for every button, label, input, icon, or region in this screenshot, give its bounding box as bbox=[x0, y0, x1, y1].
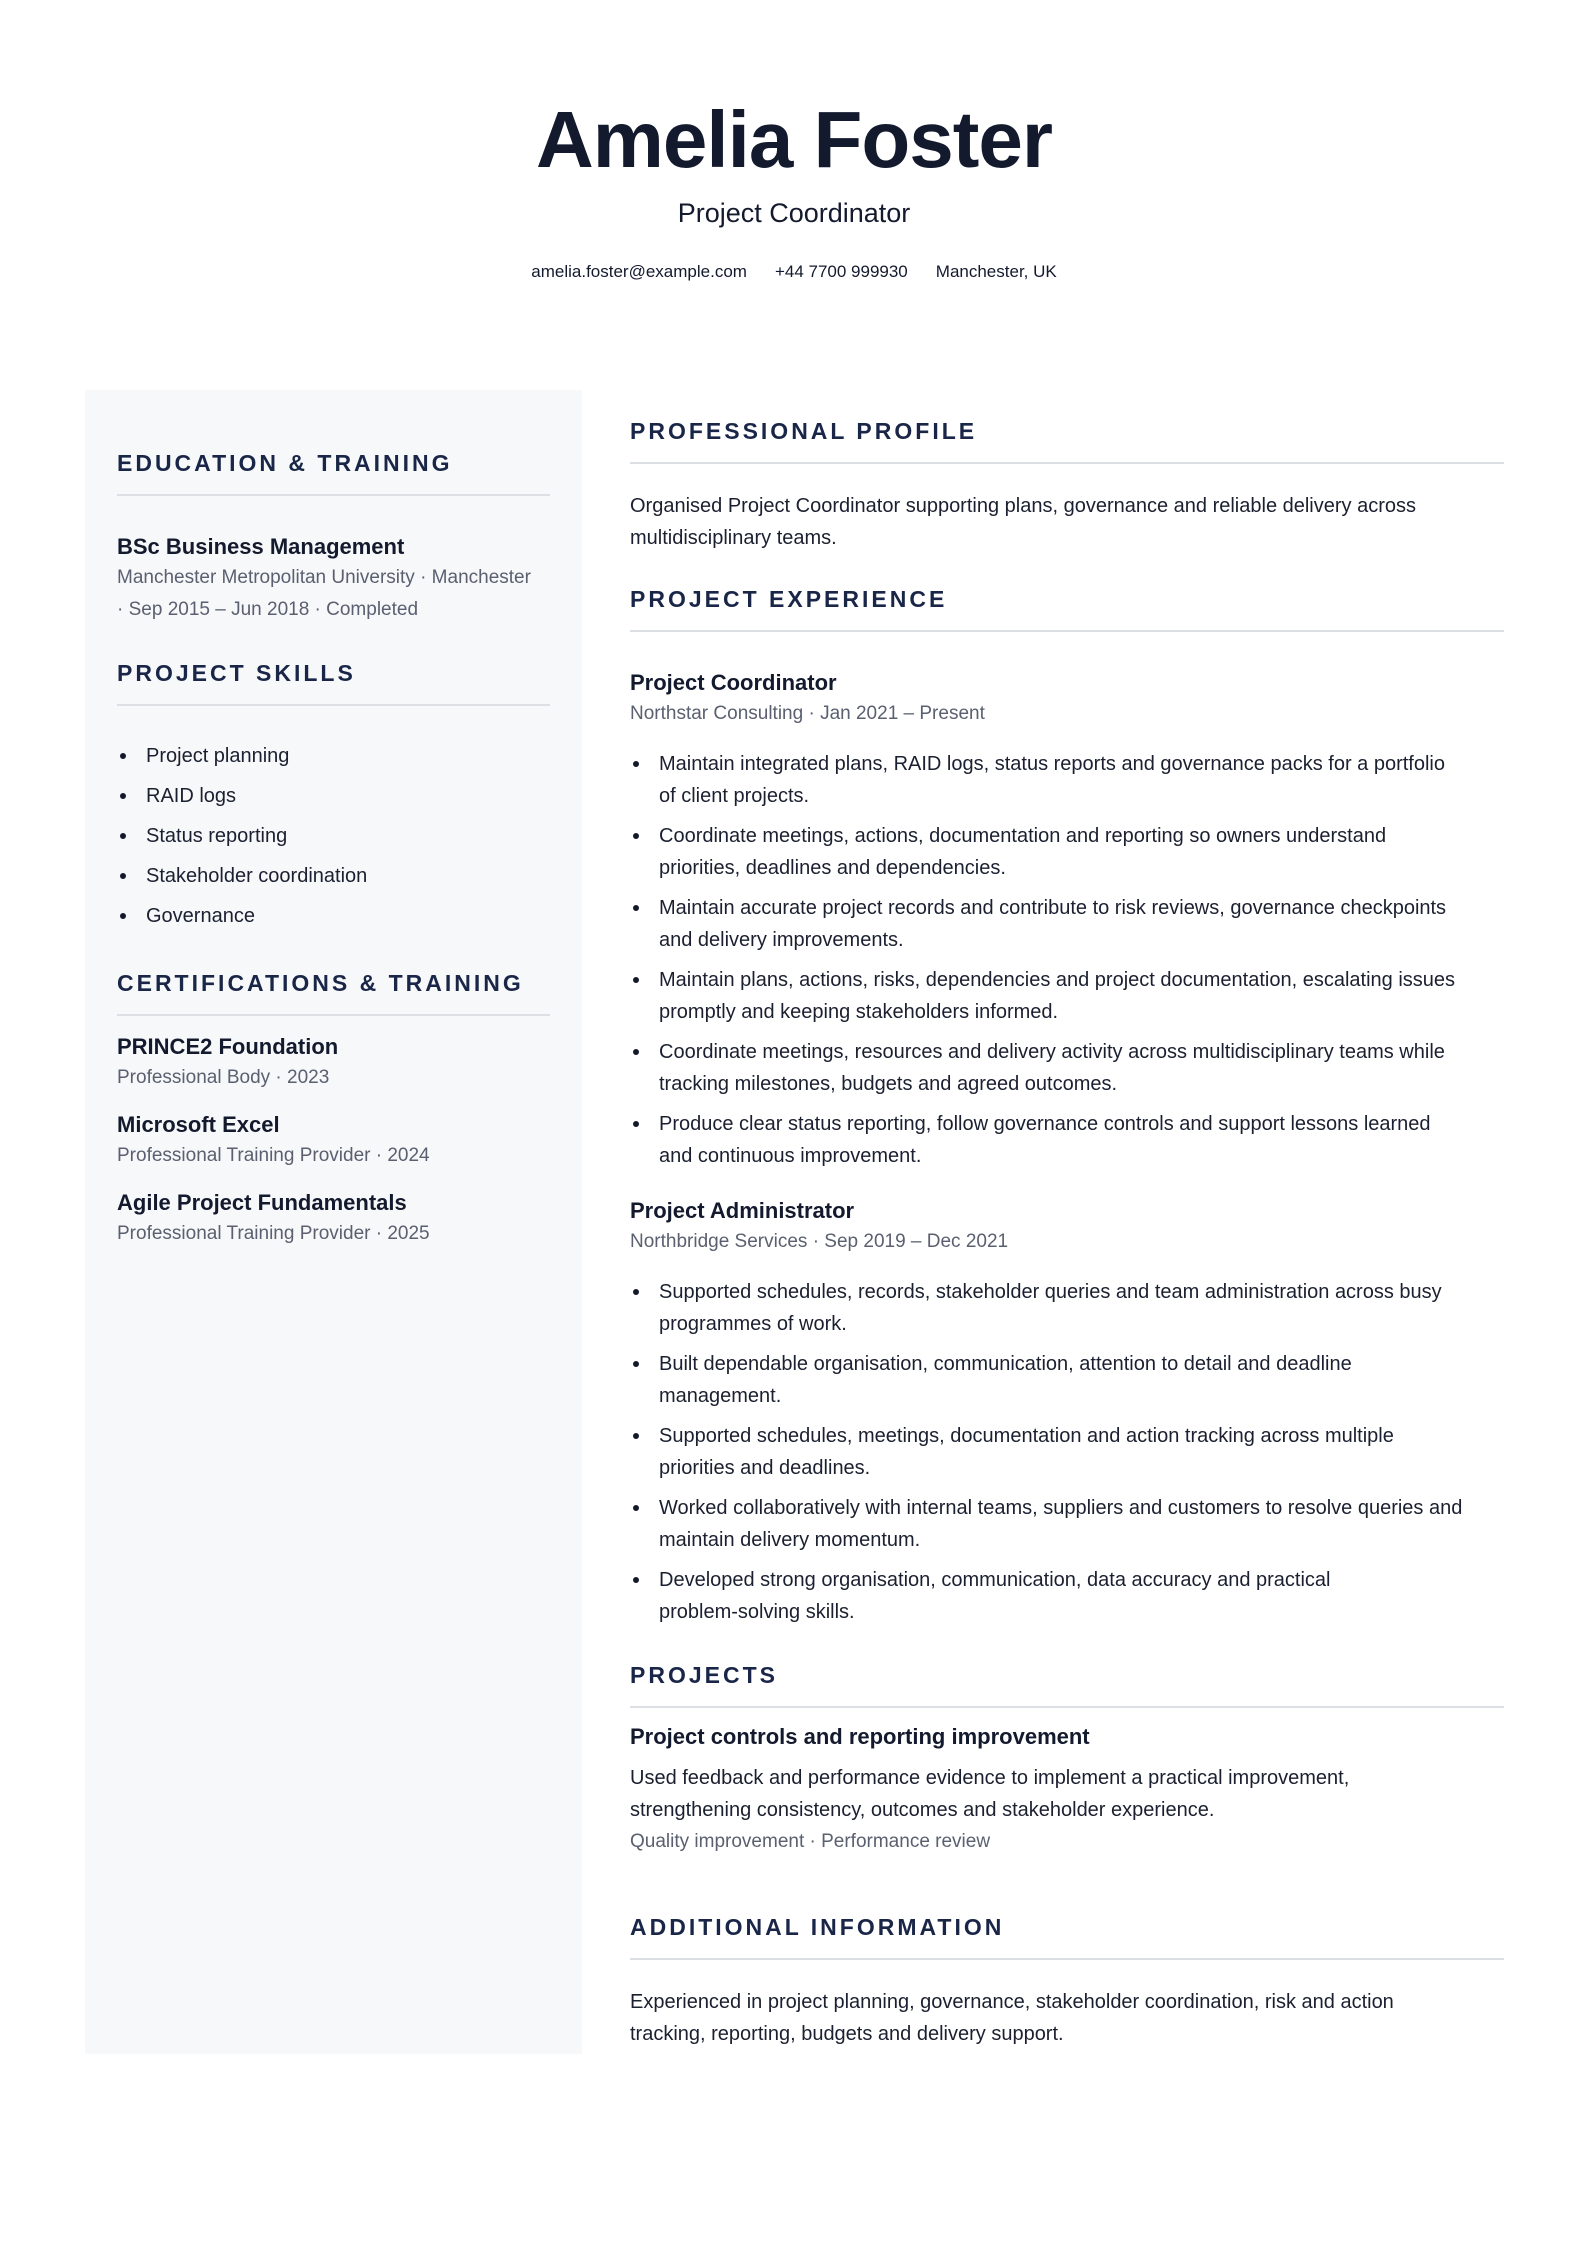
candidate-name: Amelia Foster bbox=[535, 95, 1053, 184]
location: Manchester, UK bbox=[935, 262, 1057, 281]
project-tags: Quality improvement · Performance review bbox=[630, 1831, 991, 1852]
section-divider bbox=[630, 630, 1504, 632]
additional-text bbox=[630, 1986, 1504, 2050]
additional-section bbox=[630, 1912, 1504, 2050]
candidate-role: Project Coordinator bbox=[677, 198, 911, 228]
skill-item: Stakeholder coordination bbox=[117, 860, 550, 892]
profile-line: multidisciplinary teams. bbox=[630, 527, 837, 549]
skill-item: Governance bbox=[117, 900, 550, 932]
job-entry bbox=[630, 668, 1504, 1172]
skills-list bbox=[117, 740, 550, 932]
section-divider bbox=[630, 462, 1504, 464]
sidebar bbox=[85, 390, 582, 2054]
contact-line bbox=[0, 260, 1588, 284]
section-title: PROJECT SKILLS bbox=[117, 660, 356, 686]
job-bullet: Produce clear status reporting, follow governance controls and support lessons learned and continuous improvement. bbox=[630, 1108, 1504, 1172]
job-meta: Northbridge Services · Sep 2019 – Dec 2021 bbox=[630, 1231, 1009, 1252]
project-description bbox=[630, 1762, 1504, 1826]
email-link[interactable]: amelia.foster@example.com bbox=[531, 262, 747, 281]
certification-name: PRINCE2 Foundation bbox=[117, 1034, 339, 1059]
job-bullets bbox=[630, 1276, 1504, 1628]
additional-line: Experienced in project planning, governance, stakeholder coordination, risk and action bbox=[630, 1991, 1394, 2013]
job-bullet: Coordinate meetings, actions, documentation and reporting so owners understand priorities, deadlines and dependencies. bbox=[630, 820, 1504, 884]
job-bullet: Built dependable organisation, communication, attention to detail and deadline management. bbox=[630, 1348, 1504, 1412]
job-bullet: Developed strong organisation, communication, data accuracy and practical problem-solving skills. bbox=[630, 1564, 1504, 1628]
project-line: strengthening consistency, outcomes and stakeholder experience. bbox=[630, 1799, 1215, 1821]
projects-section bbox=[630, 1660, 1504, 1858]
project-name: Project controls and reporting improvement bbox=[630, 1724, 1090, 1749]
additional-line: tracking, reporting, budgets and delivery support. bbox=[630, 2023, 1064, 2045]
certifications-section bbox=[117, 968, 550, 1250]
section-divider bbox=[117, 1014, 550, 1016]
job-bullet: Maintain accurate project records and contribute to risk reviews, governance checkpoints and delivery improvements. bbox=[630, 892, 1504, 956]
job-entry bbox=[630, 1196, 1504, 1628]
certification-meta: Professional Training Provider · 2025 bbox=[117, 1223, 430, 1244]
certification-name: Agile Project Fundamentals bbox=[117, 1190, 407, 1215]
section-divider bbox=[117, 704, 550, 706]
job-bullet: Maintain integrated plans, RAID logs, status reports and governance packs for a portfolio of client projects. bbox=[630, 748, 1504, 812]
section-title: EDUCATION & TRAINING bbox=[117, 450, 453, 476]
skills-section bbox=[117, 658, 550, 932]
job-meta: Northstar Consulting · Jan 2021 – Present bbox=[630, 703, 985, 724]
education-meta: Manchester Metropolitan University · Manchester bbox=[117, 567, 531, 588]
job-bullet: Worked collaboratively with internal teams, suppliers and customers to resolve queries and maintain delivery momentum. bbox=[630, 1492, 1504, 1556]
section-title: PROFESSIONAL PROFILE bbox=[630, 418, 978, 444]
skill-item: RAID logs bbox=[117, 780, 550, 812]
phone-number[interactable]: +44 7700 999930 bbox=[774, 262, 908, 281]
certification-meta: Professional Body · 2023 bbox=[117, 1067, 330, 1088]
education-section bbox=[117, 448, 550, 626]
certification-meta: Professional Training Provider · 2024 bbox=[117, 1145, 430, 1166]
job-title: Project Administrator bbox=[630, 1198, 855, 1223]
certification-item bbox=[117, 1188, 550, 1250]
profile-line: Organised Project Coordinator supporting plans, governance and reliable delivery across bbox=[630, 495, 1416, 517]
section-title: CERTIFICATIONS & TRAINING bbox=[117, 970, 524, 996]
section-divider bbox=[630, 1706, 1504, 1708]
section-title: ADDITIONAL INFORMATION bbox=[630, 1914, 1005, 1940]
degree-title: BSc Business Management bbox=[117, 534, 405, 559]
certification-name: Microsoft Excel bbox=[117, 1112, 280, 1137]
job-title: Project Coordinator bbox=[630, 670, 837, 695]
job-bullets bbox=[630, 748, 1504, 1172]
section-divider bbox=[117, 494, 550, 496]
certification-item bbox=[117, 1032, 550, 1094]
project-line: Used feedback and performance evidence to implement a practical improvement, bbox=[630, 1767, 1350, 1789]
section-title: PROJECTS bbox=[630, 1662, 778, 1688]
section-title: PROJECT EXPERIENCE bbox=[630, 586, 948, 612]
job-bullet: Supported schedules, records, stakeholder queries and team administration across busy programmes of work. bbox=[630, 1276, 1504, 1340]
certification-item bbox=[117, 1110, 550, 1172]
profile-summary bbox=[630, 490, 1504, 554]
job-bullet: Supported schedules, meetings, documentation and action tracking across multiple priorities and deadlines. bbox=[630, 1420, 1504, 1484]
experience-section bbox=[630, 584, 1504, 1628]
section-divider bbox=[630, 1958, 1504, 1960]
job-bullet: Maintain plans, actions, risks, dependencies and project documentation, escalating issues promptly and keeping stakeholders informed. bbox=[630, 964, 1504, 1028]
skill-item: Project planning bbox=[117, 740, 550, 772]
skill-item: Status reporting bbox=[117, 820, 550, 852]
education-meta: · Sep 2015 – Jun 2018 · Completed bbox=[117, 599, 419, 620]
profile-section bbox=[630, 416, 1504, 554]
job-bullet: Coordinate meetings, resources and delivery activity across multidisciplinary teams while tracking milestones, budgets and agreed outcomes. bbox=[630, 1036, 1504, 1100]
